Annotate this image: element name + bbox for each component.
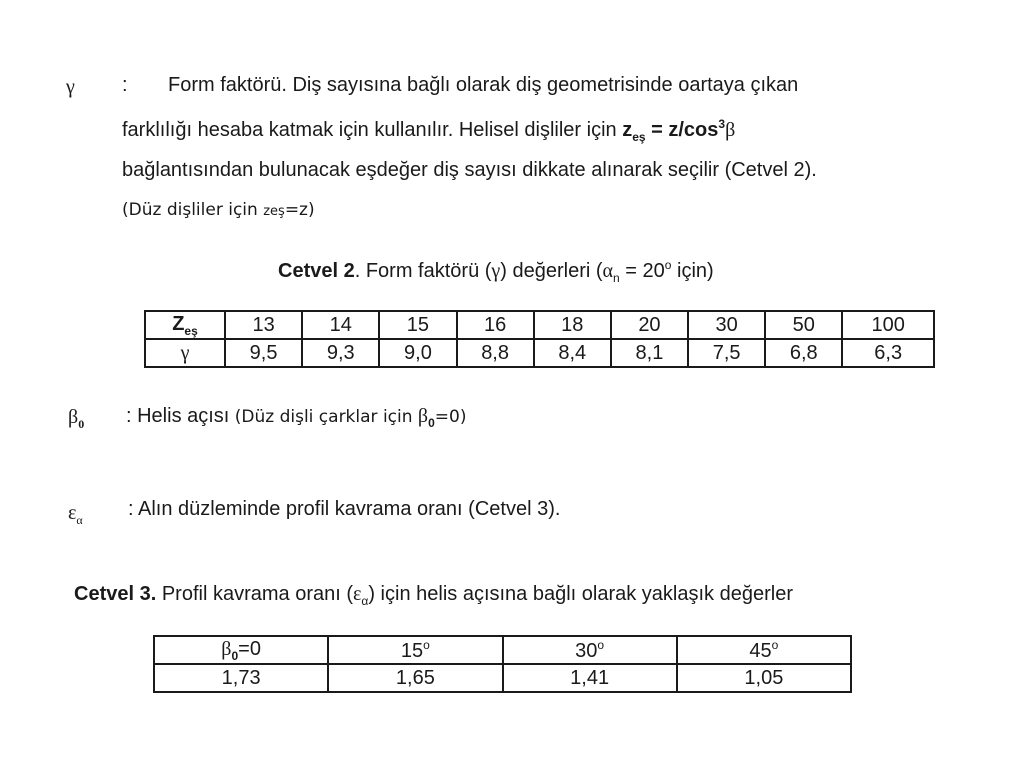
cetvel2-table	[144, 310, 935, 368]
cetvel2-text-d: için)	[671, 260, 714, 282]
z-value-cell: 18	[534, 311, 611, 339]
beta0-header-cell	[154, 636, 328, 664]
gamma-value-cell: 7,5	[688, 339, 765, 367]
zes-sub: eş	[632, 130, 646, 144]
epsilon-line: : Alın düzleminde profil kavrama oranı (Cetvel 3).	[128, 498, 561, 520]
gamma-header-cell: γ	[145, 339, 225, 367]
cetvel2-alpha: α	[602, 260, 614, 282]
gamma-value-cell: 8,1	[611, 339, 688, 367]
z-value-cell: 100	[842, 311, 934, 339]
zes-header-cell	[145, 311, 225, 339]
gamma-colon: :	[122, 74, 128, 96]
cetvel3-text-a: Profil kavrama oranı (	[156, 583, 353, 605]
table-row	[154, 664, 851, 692]
beta-sub: 0	[78, 417, 85, 431]
epsilon-value-cell: 1,41	[503, 664, 677, 692]
cetvel2-text-a: . Form faktörü (	[354, 260, 492, 282]
beta-letter: β	[68, 406, 79, 428]
zes-beta: β	[725, 119, 736, 141]
table-row	[145, 311, 934, 339]
beta0-symbol	[68, 406, 84, 432]
epsilon-value-cell: 1,73	[154, 664, 328, 692]
z-value-cell: 14	[302, 311, 379, 339]
epsilon-symbol	[68, 502, 83, 528]
cetvel3-label: Cetvel 3.	[74, 583, 157, 605]
cetvel2-alpha-sub: n	[613, 271, 620, 285]
table-row	[154, 636, 851, 664]
gamma-line-4-zes: zeş	[263, 204, 285, 219]
beta-note-beta: β	[417, 405, 429, 427]
angle-header-cell	[503, 636, 677, 664]
gamma-value-cell: 9,5	[225, 339, 302, 367]
gamma-line-4	[122, 200, 315, 220]
z-value-cell: 20	[611, 311, 688, 339]
gamma-line-2	[122, 117, 735, 144]
gamma-line-4-text: (Düz dişliler için	[122, 200, 264, 220]
beta-line	[126, 405, 467, 430]
gamma-value-cell: 9,3	[302, 339, 379, 367]
zes-header: Z	[172, 312, 185, 335]
cetvel3-eps: ε	[353, 583, 362, 605]
cetvel3-eps-sub: α	[361, 594, 369, 608]
z-value-cell: 16	[457, 311, 534, 339]
cetvel2-text-b: ) değerleri (	[500, 260, 603, 282]
gamma-line-4-end: =z)	[284, 200, 315, 220]
zes-eq: = z/cos	[645, 119, 719, 141]
beta0-header-rest: =0	[238, 637, 261, 660]
gamma-value-cell: 6,3	[842, 339, 934, 367]
beta-label: : Helis açısı	[126, 405, 230, 427]
epsilon-sub: α	[76, 513, 83, 527]
deg-sup: o	[771, 637, 779, 652]
deg-sup: o	[597, 637, 605, 652]
cetvel3-table	[153, 635, 852, 693]
cetvel2-label: Cetvel 2	[278, 260, 355, 282]
gamma-line-2-text: farklılığı hesaba katmak için kullanılır. Helisel dişliler için	[122, 119, 623, 141]
cetvel2-caption	[278, 258, 714, 285]
beta-note-b: =0)	[434, 407, 467, 427]
deg-sup: o	[423, 637, 430, 652]
epsilon-value-cell: 1,65	[328, 664, 502, 692]
gamma-line-1: Form faktörü. Diş sayısına bağlı olarak diş geometrisinde oartaya çıkan	[168, 74, 799, 96]
beta-note-sub: 0	[428, 416, 435, 430]
z-value-cell: 50	[765, 311, 842, 339]
gamma-line-3: bağlantısından bulunacak eşdeğer diş sayısı dikkate alınarak seçilir (Cetvel 2).	[122, 159, 817, 181]
cetvel3-text-b: ) için helis açısına bağlı olarak yaklaşık değerler	[368, 583, 793, 605]
gamma-value-cell: 8,4	[534, 339, 611, 367]
cetvel2-text-c: = 20	[619, 260, 665, 282]
gamma-value-cell: 8,8	[457, 339, 534, 367]
cetvel2-gamma: γ	[491, 260, 501, 282]
zes-formula	[622, 117, 726, 144]
epsilon-letter: ε	[68, 502, 77, 524]
angle-header: 45	[749, 639, 772, 662]
beta0-header-sub: 0	[231, 648, 239, 663]
zes-pow: 3	[718, 117, 726, 131]
beta-note-a: (Düz dişli çarklar için	[229, 407, 418, 427]
cetvel3-caption	[74, 583, 793, 608]
epsilon-value-cell: 1,05	[677, 664, 851, 692]
zes-z: z	[622, 119, 633, 141]
angle-header-cell	[328, 636, 502, 664]
gamma-value-cell: 9,0	[379, 339, 456, 367]
zes-header-sub: eş	[184, 323, 198, 338]
z-value-cell: 30	[688, 311, 765, 339]
cetvel2-deg: o	[664, 258, 672, 272]
gamma-symbol: γ	[66, 76, 75, 98]
angle-header-cell	[677, 636, 851, 664]
z-value-cell: 15	[379, 311, 456, 339]
angle-header: 15	[400, 639, 424, 662]
z-value-cell: 13	[225, 311, 302, 339]
gamma-value-cell: 6,8	[765, 339, 842, 367]
angle-header: 30	[575, 639, 598, 662]
table-row	[145, 339, 934, 367]
beta0-header-letter: β	[221, 637, 232, 660]
